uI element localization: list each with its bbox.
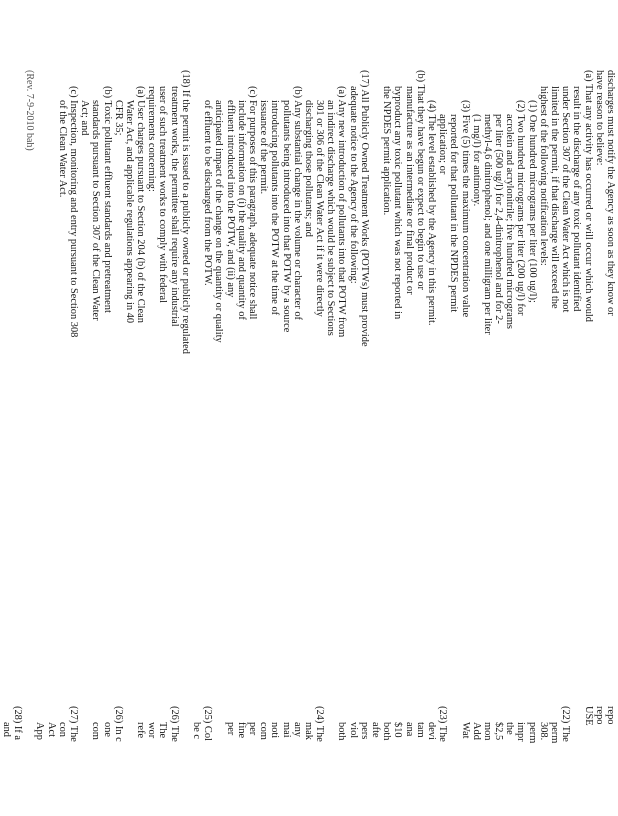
text-line: afte [370, 722, 382, 738]
text-line: pers [358, 722, 370, 740]
text-line: include information on (i) the quality and quantity of [235, 100, 247, 320]
text-line: pollutants being introduced into that POTW by a source [280, 100, 292, 333]
text-line: any [291, 722, 303, 738]
text-line: App [34, 722, 46, 740]
text-line: of effluent to be discharged from the POTW. [202, 100, 214, 286]
text-line: per [247, 722, 258, 736]
text-line: of the Clean Water Act. [56, 100, 68, 198]
text-line: mai [280, 722, 292, 738]
text-line: fine [235, 722, 247, 739]
text-line: (a) User charges pursuant to Section 204 (b) of the Clean [135, 86, 147, 323]
text-line: (3) Five (5) times the maximum concentration value [459, 100, 471, 318]
text-line: (b) That they have begun or expect to begin to use or [414, 70, 426, 290]
text-line: result in the discharge of any toxic pollutant identified [571, 86, 583, 312]
text-line: (b) Toxic pollutant effluent standards and pretreatment [101, 86, 113, 313]
text-line: adequate notice to the Agency of the following: [347, 86, 359, 284]
text-line: (25) Col [202, 706, 214, 741]
text-line: Add [470, 722, 482, 740]
text-line: highest of the following notification levels: [537, 86, 549, 266]
text-line: treatment works, the permittee shall require any industrial [168, 86, 180, 327]
text-line: be c [191, 722, 203, 740]
text-line: (22) The [560, 706, 572, 742]
text-line: $10 [392, 722, 404, 738]
text-line: wor [146, 722, 158, 739]
text-line: methyl-4,6 dinitrophenol; and one milligram per liter [481, 114, 493, 335]
text-line: standards pursuant to Section 307 of the Clean Water [90, 100, 102, 321]
text-line: mon [481, 722, 493, 741]
text-line: (23) The [437, 706, 449, 742]
text-line: The [157, 722, 169, 739]
text-line: com [258, 722, 270, 740]
text-line [79, 706, 90, 816]
text-line [448, 706, 459, 816]
text-line: limited in the permit, if that discharge will exceed the [549, 86, 561, 309]
text-line: effluent introduced into the POTW, and (ii) any [224, 100, 236, 298]
text-line: Water Act, and applicable regulations appearing in 40 [123, 100, 135, 324]
text-line: con [56, 722, 68, 738]
text-line: reported for that pollutant in the NPDES permit [448, 114, 460, 313]
text-line: one [101, 722, 113, 738]
text-line: user of such treatment works to comply with federal [157, 86, 169, 303]
text-line [180, 706, 191, 816]
text-line: $2,5 [493, 722, 505, 741]
text-line [325, 706, 336, 816]
text-line: the [504, 722, 516, 735]
text-line: (c) Inspection, monitoring and entry pursuant to Section 308 [68, 86, 79, 338]
text-line: an indirect discharge which would be subject to Sections [325, 100, 337, 336]
text-line: impr [515, 722, 527, 742]
text-line: repo [605, 706, 616, 725]
text-line: Act [45, 722, 57, 738]
text-line: under Section 307 of the Clean Water Act which is not [560, 86, 572, 313]
text-line [213, 706, 224, 816]
text-line: issuance of the permit. [258, 100, 270, 195]
text-line: Wat [459, 722, 471, 739]
left-text-column [57, 70, 616, 540]
text-line: have reason to believe: [593, 70, 605, 166]
text-line: introducing pollutants into the POTW at the time of [269, 100, 281, 316]
text-line: 308. [537, 722, 549, 741]
text-line [0, 706, 1, 816]
text-line: Act; and [79, 100, 91, 136]
text-line: (2) Two hundred micrograms per liter (200 ug/l) for [515, 100, 527, 316]
text-line: both [336, 722, 348, 741]
text-line: devi [426, 722, 437, 740]
text-line: (26) In c [112, 706, 124, 742]
text-line: discharging those pollutants; and [302, 100, 314, 237]
text-line [124, 706, 135, 816]
right-text-column [0, 706, 616, 816]
text-line: (27) The [68, 706, 79, 742]
text-line: anticipated impact of the change on the quantity or quality [213, 100, 225, 343]
text-line: acrolein and acrylonitrile; five hundred micrograms [504, 114, 516, 329]
text-line: (c) For purposes of this paragraph, adequate notice shall [247, 86, 258, 320]
text-line: both [381, 722, 393, 741]
text-line: (1) One hundred micrograms per liter (100 ug/l); [526, 100, 538, 303]
text-line: refe [135, 722, 147, 739]
text-line: (1 mg/l) for antimony. [470, 114, 482, 207]
text-line: (4) The level established by the Agency in this permit. [426, 100, 437, 326]
text-line [571, 706, 582, 816]
text-line: application; or [437, 114, 449, 175]
text-line: the NPDES permit application. [381, 86, 393, 216]
text-line: USE [582, 706, 594, 726]
text-line: (24) The [314, 706, 326, 742]
text-line: (26) The [168, 706, 180, 742]
text-line: requirements concerning: [146, 86, 158, 192]
text-line: (28) If a [12, 706, 24, 741]
page-footer: (Rev. 7-9-2010 bah) [24, 70, 35, 151]
text-line: ana [403, 722, 415, 737]
text-line: per liter (500 ug/l) for 2,4-dinitrophenol and for 2- [493, 114, 505, 324]
text-line: 301 or 306 of the Clean Water Act if it were directly [314, 100, 326, 317]
text-line: CFR 35; [112, 100, 124, 136]
text-line: (b) Any substantial change in the volume or character of [291, 86, 303, 320]
text-line: (17) All Publicly Owned Treatment Works (POTWs) must provide [358, 70, 370, 347]
text-line [23, 706, 34, 816]
text-line: (a) That any activity has occurred or will occur which would [582, 70, 594, 322]
text-line: com [90, 722, 102, 740]
text-line: discharges must notify the Agency as soon as they know or [605, 70, 616, 316]
text-line: viol [347, 722, 359, 739]
text-line: manufacture as an intermediate or final product or [403, 86, 415, 295]
text-line [370, 70, 381, 540]
text-line: noti [269, 722, 281, 739]
text-line: byproduct any toxic pollutant which was not reported in [392, 86, 404, 320]
text-line: perm [549, 722, 561, 744]
text-line: repo [593, 706, 605, 725]
text-line: per [224, 722, 236, 736]
text-line: tam [414, 722, 426, 738]
text-line [191, 70, 202, 540]
text-line: mak [302, 722, 314, 740]
text-line: (18) If the permit is issued to a publicly owned or publicly regulated [179, 70, 191, 354]
text-line: perm [526, 722, 538, 744]
text-line: (a) Any new introduction of pollutants into that POTW from [336, 86, 348, 338]
text-line: and [0, 722, 12, 738]
